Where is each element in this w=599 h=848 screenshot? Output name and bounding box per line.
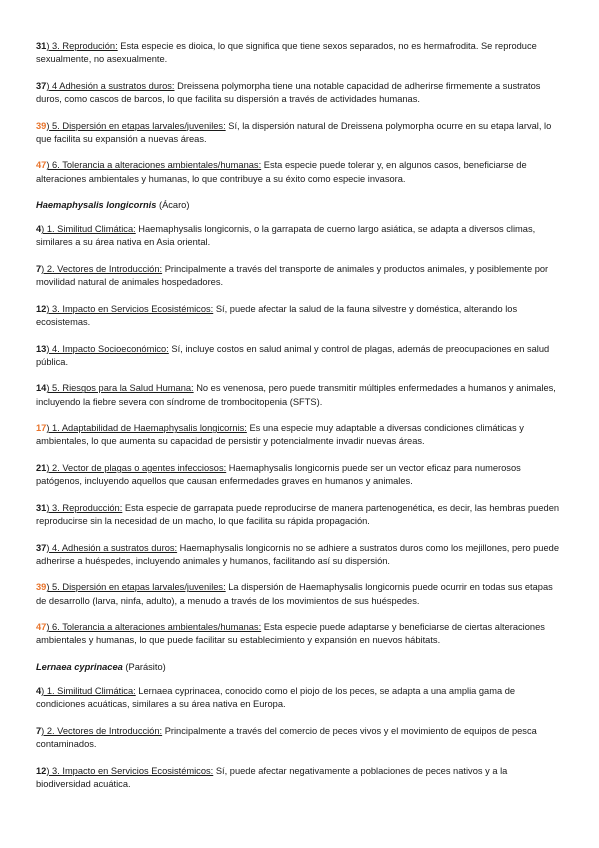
criterion-label: ) 1. Similitud Climática: [41, 224, 136, 235]
species-name: Lernaea cyprinacea [36, 661, 123, 672]
criterion-number: 14 [36, 383, 47, 394]
criterion-text: Sí, la dispersión natural de Dreissena polymorpha ocurre en su etapa larval, lo que facilita su expansión a nuevas áreas. [36, 120, 552, 144]
criterion-paragraph [36, 685, 563, 711]
criterion-label: ) 6. Tolerancia a alteraciones ambientales/humanas: [46, 622, 262, 633]
criterion-label: ) 4. Impacto Socioeconómico: [46, 343, 169, 354]
criterion-paragraph [36, 343, 563, 369]
criterion-label: ) 5. Riesgos para la Salud Humana: [46, 383, 194, 394]
criterion-number: 13 [36, 343, 47, 354]
criterion-paragraph [36, 621, 563, 647]
criterion-number: 12 [36, 765, 47, 776]
criterion-number: 12 [36, 303, 47, 314]
criterion-number: 39 [36, 120, 47, 131]
criterion-text: Sí, incluye costos en salud animal y control de plagas, además de preocupaciones en salud pública. [36, 343, 550, 367]
criterion-text: Sí, puede afectar la salud de la fauna silvestre y doméstica, alterando los ecosistemas. [36, 303, 518, 327]
criterion-paragraph [36, 725, 563, 751]
criterion-number: 7 [36, 263, 42, 274]
criterion-paragraph [36, 40, 563, 66]
criterion-label: ) 1. Similitud Climática: [41, 685, 136, 696]
criterion-text: La dispersión de Haemaphysalis longicornis puede ocurrir en todas sus etapas de desarrollo (larva, ninfa, adulto), a menudo a través de los movimientos de sus huéspedes. [36, 582, 553, 606]
criterion-number: 7 [36, 725, 42, 736]
criterion-paragraph [36, 159, 563, 185]
criterion-label: ) 3. Impacto en Servicios Ecosistémicos: [46, 303, 214, 314]
criterion-text: Principalmente a través del transporte de animales y productos animales, y posiblemente por movilidad natural de animales hospedadores. [36, 263, 549, 288]
species-category: (Parásito) [122, 661, 166, 672]
criterion-text: Haemaphysalis longicornis, o la garrapata de cuerno largo asiática, se adapta a diversos climas, similares a su área nativa en Asia oriental. [36, 224, 536, 248]
species-heading [36, 199, 563, 212]
criterion-label: ) 6. Tolerancia a alteraciones ambientales/humanas: [46, 160, 262, 171]
criterion-number: 31 [36, 41, 47, 51]
criterion-text: Principalmente a través del comercio de peces vivos y el movimiento de equipos de pesca contaminados. [36, 725, 537, 749]
criterion-label: ) 1. Adaptabilidad de Haemaphysalis longicornis: [46, 423, 247, 434]
criterion-text: Esta especie es dioica, lo que significa que tiene sexos separados, no es hermafrodita. Se reproduce sexualmente, no asexualmente. [36, 41, 537, 65]
criterion-paragraph [36, 502, 563, 528]
criterion-number: 21 [36, 462, 47, 473]
criterion-number: 37 [36, 542, 47, 553]
criterion-text: Haemaphysalis longicornis no se adhiere a sustratos duros como los mejillones, pero puede adherirse a huéspedes, incluyendo animales y humanos, facilitando así su dispersión. [36, 542, 559, 566]
species-category: (Ácaro) [156, 200, 190, 211]
criterion-text: No es venenosa, pero puede transmitir múltiples enfermedades a humanos y animales, incluyendo la fiebre severa con síndrome de trombocitopenia (SFTS). [36, 383, 556, 407]
criterion-text: Lernaea cyprinacea, conocido como el piojo de los peces, se adapta a una amplia gama de condiciones acuáticas, similares a su área nativa en Europa. [36, 685, 516, 710]
criterion-number: 17 [36, 423, 47, 434]
criterion-paragraph [36, 765, 563, 791]
criterion-paragraph [36, 120, 563, 146]
species-name: Haemaphysalis longicornis [36, 200, 157, 211]
criterion-paragraph [36, 223, 563, 249]
criterion-text: Esta especie puede adaptarse y beneficiarse de ciertas alteraciones ambientales y humanas, lo que puede facilitar su establecimiento y expansión en nuevos hábitats. [36, 622, 545, 646]
criterion-paragraph [36, 80, 563, 106]
criterion-label: ) 2. Vector de plagas o agentes infecciosos: [46, 462, 227, 473]
criterion-label: ) 3. Reprodución: [46, 41, 118, 51]
criterion-label: ) 2. Vectores de Introducción: [41, 263, 163, 274]
criterion-number: 31 [36, 502, 47, 513]
criterion-label: ) 3. Impacto en Servicios Ecosistémicos: [46, 765, 214, 776]
criterion-paragraph [36, 462, 563, 488]
criterion-label: ) 5. Dispersión en etapas larvales/juveniles: [46, 120, 226, 131]
criterion-text: Dreissena polymorpha tiene una notable capacidad de adherirse firmemente a sustratos duros, como cascos de barcos, lo que facilita su dispersión a través de actividades humanas. [36, 80, 541, 104]
species-heading [36, 661, 563, 674]
criterion-label: ) 5. Dispersión en etapas larvales/juveniles: [46, 582, 226, 593]
criterion-number: 37 [36, 80, 47, 91]
criterion-label: ) 3. Reproducción: [46, 502, 123, 513]
criterion-text: Esta especie de garrapata puede reproducirse de manera partenogenética, es decir, las hembras pueden reproducirse sin la necesidad de un macho, lo que facilita su rápida propagación. [36, 502, 560, 526]
criterion-paragraph [36, 303, 563, 329]
criterion-text: Esta especie puede tolerar y, en algunos casos, beneficiarse de alteraciones ambientales y humanas, lo que contribuye a su éxito como especie invasora. [36, 160, 527, 184]
criterion-paragraph [36, 581, 563, 607]
criterion-paragraph [36, 422, 563, 448]
criterion-label: ) 4. Adhesión a sustratos duros: [46, 542, 178, 553]
criterion-paragraph [36, 263, 563, 289]
criterion-text: Haemaphysalis longicornis puede ser un vector eficaz para numerosos patógenos, incluyendo aquellos que causan enfermedades graves en humanos y animales. [36, 462, 521, 487]
criterion-text: Sí, puede afectar negativamente a poblaciones de peces nativos y a la biodiversidad acuática. [36, 765, 508, 789]
criterion-number: 4 [36, 224, 42, 235]
criterion-number: 4 [36, 685, 42, 696]
criterion-label: ) 4 Adhesión a sustratos duros: [46, 80, 175, 91]
criterion-label: ) 2. Vectores de Introducción: [41, 725, 163, 736]
criterion-number: 47 [36, 622, 47, 633]
criterion-number: 47 [36, 160, 47, 171]
criterion-text: Es una especie muy adaptable a diversas condiciones climáticas y ambientales, lo que aumenta su capacidad de persistir y potencialmente invadir nuevas áreas. [36, 423, 524, 447]
criterion-paragraph [36, 382, 563, 408]
criterion-paragraph [36, 542, 563, 568]
criterion-number: 39 [36, 582, 47, 593]
